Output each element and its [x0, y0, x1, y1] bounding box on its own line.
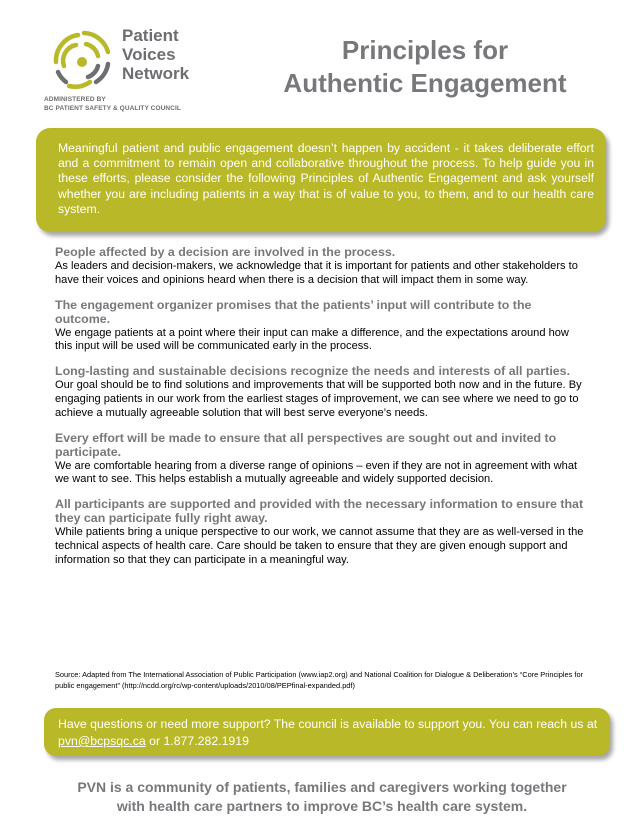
principle-body: Our goal should be to find solutions and improvements that will be supported both now and in the future. By engaging patients in our work from the earliest stages of improvement, we can see where we need to go to achieve a mutually agreeable solution that will best serve everyone’s needs.	[55, 379, 582, 419]
principle-item	[55, 245, 585, 288]
principle-heading: All participants are supported and provided with the necessary information to ensure that they can participate fully right away.	[55, 497, 584, 526]
footer-line: with health care partners to improve BC’s health care system.	[116, 798, 528, 814]
footer-tagline	[30, 778, 614, 816]
intro-text: Meaningful patient and public engagement doesn’t happen by accident - it takes deliberate effort and a commitment to remain open and collaborative throughout the process. To help guide you in these efforts, please consider the following Principles of Authentic Engagement and ask yourself whether you are including patients in a way that is of value to you, to them, and to our health care system.	[58, 141, 594, 216]
contact-phone: or 1.877.282.1919	[145, 734, 249, 748]
footer-line: PVN is a community of patients, families and caregivers working together	[77, 779, 567, 795]
administered-by-label: ADMINISTERED BY	[44, 96, 106, 103]
pvn-logo-icon	[44, 22, 118, 96]
principle-item	[55, 364, 585, 420]
administered-by	[44, 95, 181, 113]
page-title	[245, 34, 605, 100]
principle-body: While patients bring a unique perspective to our work, we cannot assume that they are as well-versed in the technical aspects of health care. Care should be taken to ensure that they are given enough support and information so that they can participate in a meaningful way.	[55, 526, 584, 566]
page-title-line: Authentic Engagement	[283, 68, 567, 98]
contact-prefix: Have questions or need more support? The council is available to support you. You can reach us at	[58, 717, 598, 731]
administered-by-org: BC PATIENT SAFETY & QUALITY COUNCIL	[44, 105, 181, 112]
principle-heading: Long-lasting and sustainable decisions recognize the needs and interests of all parties.	[55, 364, 571, 379]
contact-email-link[interactable]: pvn@bcpsqc.ca	[58, 734, 146, 748]
principle-heading: Every effort will be made to ensure that all perspectives are sought out and invited to participate.	[55, 430, 557, 459]
logo-name-line: Network	[122, 64, 190, 83]
logo-name-line: Voices	[122, 45, 176, 64]
principle-body: We are comfortable hearing from a diverse range of opinions – even if they are not in agreement with what we want to see. This helps establish a mutually agreeable and widely supported decision.	[55, 459, 578, 486]
principle-heading: The engagement organizer promises that the patients’ input will contribute to the outcome.	[55, 297, 532, 326]
principle-item	[55, 497, 585, 567]
principle-body: As leaders and decision-makers, we acknowledge that it is important for patients and other stakeholders to have their voices and opinions heard when there is a decision that will impact them in some way.	[55, 260, 578, 286]
principle-heading: People affected by a decision are involved in the process.	[55, 245, 396, 259]
source-citation: Source: Adapted from The International Association of Public Participation (www.iap2.org) and National Coalition for Dialogue & Deliberation’s “Core Principles for public engagement” (http://ncdd.org/rc/wp-content/uploads/2010/08/PEPfinal-expanded.pdf)	[55, 670, 584, 690]
principle-body: We engage patients at a point where their input can make a difference, and the expectations around how this input will be used will be communicated early in the process.	[55, 326, 569, 353]
intro-callout	[36, 128, 606, 232]
page-title-line: Principles for	[341, 35, 509, 65]
pvn-wordmark	[122, 26, 189, 83]
contact-callout	[44, 708, 610, 756]
principle-item	[55, 298, 585, 355]
principle-item	[55, 431, 585, 488]
principles-list	[55, 245, 585, 578]
logo-name-line: Patient	[122, 26, 179, 45]
contact-text	[58, 716, 603, 750]
